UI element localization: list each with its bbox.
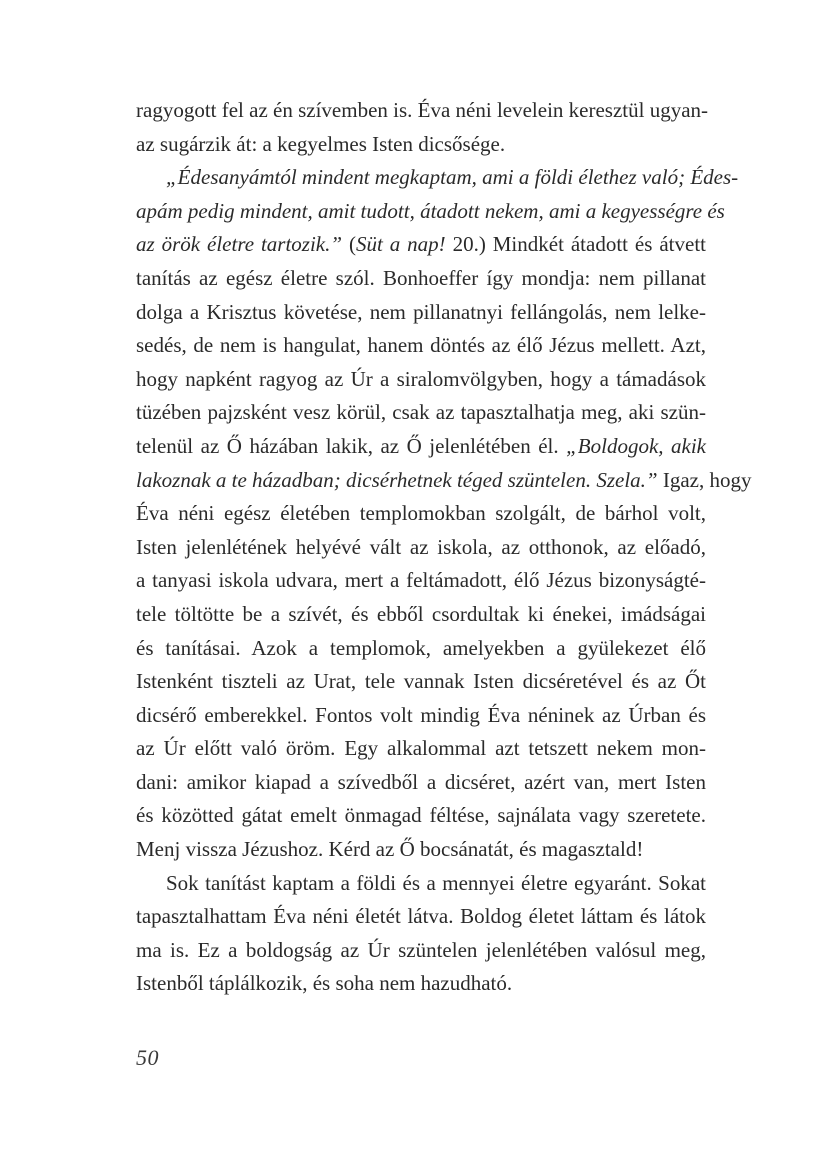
text-line — [136, 94, 709, 128]
text-run: Menj vissza Jézushoz. Kérd az Ő bocsánatát, és magasztald! — [136, 837, 644, 862]
quote-run: az örök életre tartozik.” — [136, 232, 343, 257]
text-line — [136, 867, 706, 901]
text-run: Istenként tiszteli az Urat, tele vannak Isten dicséretével és az Őt — [136, 669, 706, 694]
text-line — [136, 766, 706, 800]
text-line — [136, 128, 706, 162]
book-title: Süt a nap! — [355, 232, 446, 257]
text-line — [136, 665, 706, 699]
text-line — [136, 598, 706, 632]
text-line — [136, 632, 706, 666]
text-line — [136, 296, 706, 330]
text-run: hogy napként ragyog az Úr a siralomvölgyben, hogy a támadások — [136, 366, 706, 391]
text-run: sedés, de nem is hangulat, hanem döntés az élő Jézus mellett. Azt, — [136, 333, 706, 358]
text-run: az sugárzik át: a kegyelmes Isten dicsősége. — [136, 131, 506, 156]
page-number: 50 — [136, 1045, 159, 1070]
text-run: és tanításai. Azok a templomok, amelyekben a gyülekezet élő — [136, 635, 706, 660]
text-run: Isten jelenlétének helyévé vált az iskola, az otthonok, az előadó, — [136, 534, 706, 559]
text-run: a tanyasi iskola udvara, mert a feltámadott, élő Jézus bizonyságté- — [136, 568, 706, 593]
text-run: tanítás az egész életre szól. Bonhoeffer így mondja: nem pillanat — [136, 265, 706, 290]
text-line — [136, 564, 706, 598]
text-run: Sok tanítást kaptam a földi és a mennyei életre egyaránt. Sokat — [166, 870, 706, 895]
text-run: Éva néni egész életében templomokban szolgált, de bárhol volt, — [136, 501, 706, 526]
text-line — [136, 833, 706, 867]
text-run: Igaz, hogy — [657, 467, 752, 492]
text-run: 20.) Mindkét átadott és átvett — [445, 232, 706, 257]
text-run: telenül az Ő házában lakik, az Ő jelenlétében él. — [136, 433, 567, 458]
text-line — [136, 363, 706, 397]
text-run: tüzében pajzsként vesz körül, csak az tapasztalhatja meg, aki szün- — [136, 400, 706, 425]
text-line — [136, 195, 725, 229]
text-run: az Úr előtt való öröm. Egy alkalommal azt tetszett nekem mon- — [136, 736, 706, 761]
text-run: Istenből táplálkozik, és soha nem hazudható. — [136, 971, 513, 996]
quote-run: lakoznak a te házadban; dicsérhetnek téged szüntelen. Szela.” — [136, 467, 658, 492]
text-line — [136, 464, 752, 498]
text-run: ma is. Ez a boldogság az Úr szüntelen jelenlétében valósul meg, — [136, 937, 706, 962]
quote-run: „Édesanyámtól mindent megkaptam, ami a földi élethez való; Édes- — [166, 165, 739, 190]
text-run: dicsérő emberekkel. Fontos volt mindig Éva néninek az Úrban és — [136, 702, 706, 727]
text-run: dani: amikor kiapad a szívedből a dicséret, azért van, mert Isten — [136, 769, 706, 794]
text-line — [136, 732, 706, 766]
text-line — [136, 329, 706, 363]
text-line — [136, 967, 706, 1001]
text-run: ragyogott fel az én szívemben is. Éva néni levelein keresztül ugyan- — [136, 98, 709, 122]
text-line — [136, 934, 706, 968]
quote-run: apám pedig mindent, amit tudott, átadott nekem, ami a kegyességre és — [136, 198, 725, 223]
text-line — [136, 900, 706, 934]
text-run: ( — [342, 232, 356, 257]
text-line — [136, 699, 706, 733]
text-line — [136, 228, 706, 262]
text-line — [136, 396, 706, 430]
page-body — [136, 94, 752, 1001]
text-line — [136, 531, 706, 565]
text-line — [136, 262, 706, 296]
text-line — [136, 799, 706, 833]
text-run: és közötted gátat emelt önmagad féltése, sajnálata vagy szeretete. — [136, 803, 706, 828]
text-line — [136, 497, 706, 531]
text-run: tapasztalhattam Éva néni életét látva. Boldog életet láttam és látok — [136, 904, 706, 929]
text-run: tele töltötte be a szívét, és ebből csordultak ki énekei, imádságai — [136, 601, 706, 626]
quote-run: „Boldogok, akik — [566, 433, 706, 458]
text-line — [136, 430, 706, 464]
text-run: dolga a Krisztus követése, nem pillanatnyi fellángolás, nem lelke- — [136, 299, 706, 324]
text-line — [136, 161, 739, 195]
